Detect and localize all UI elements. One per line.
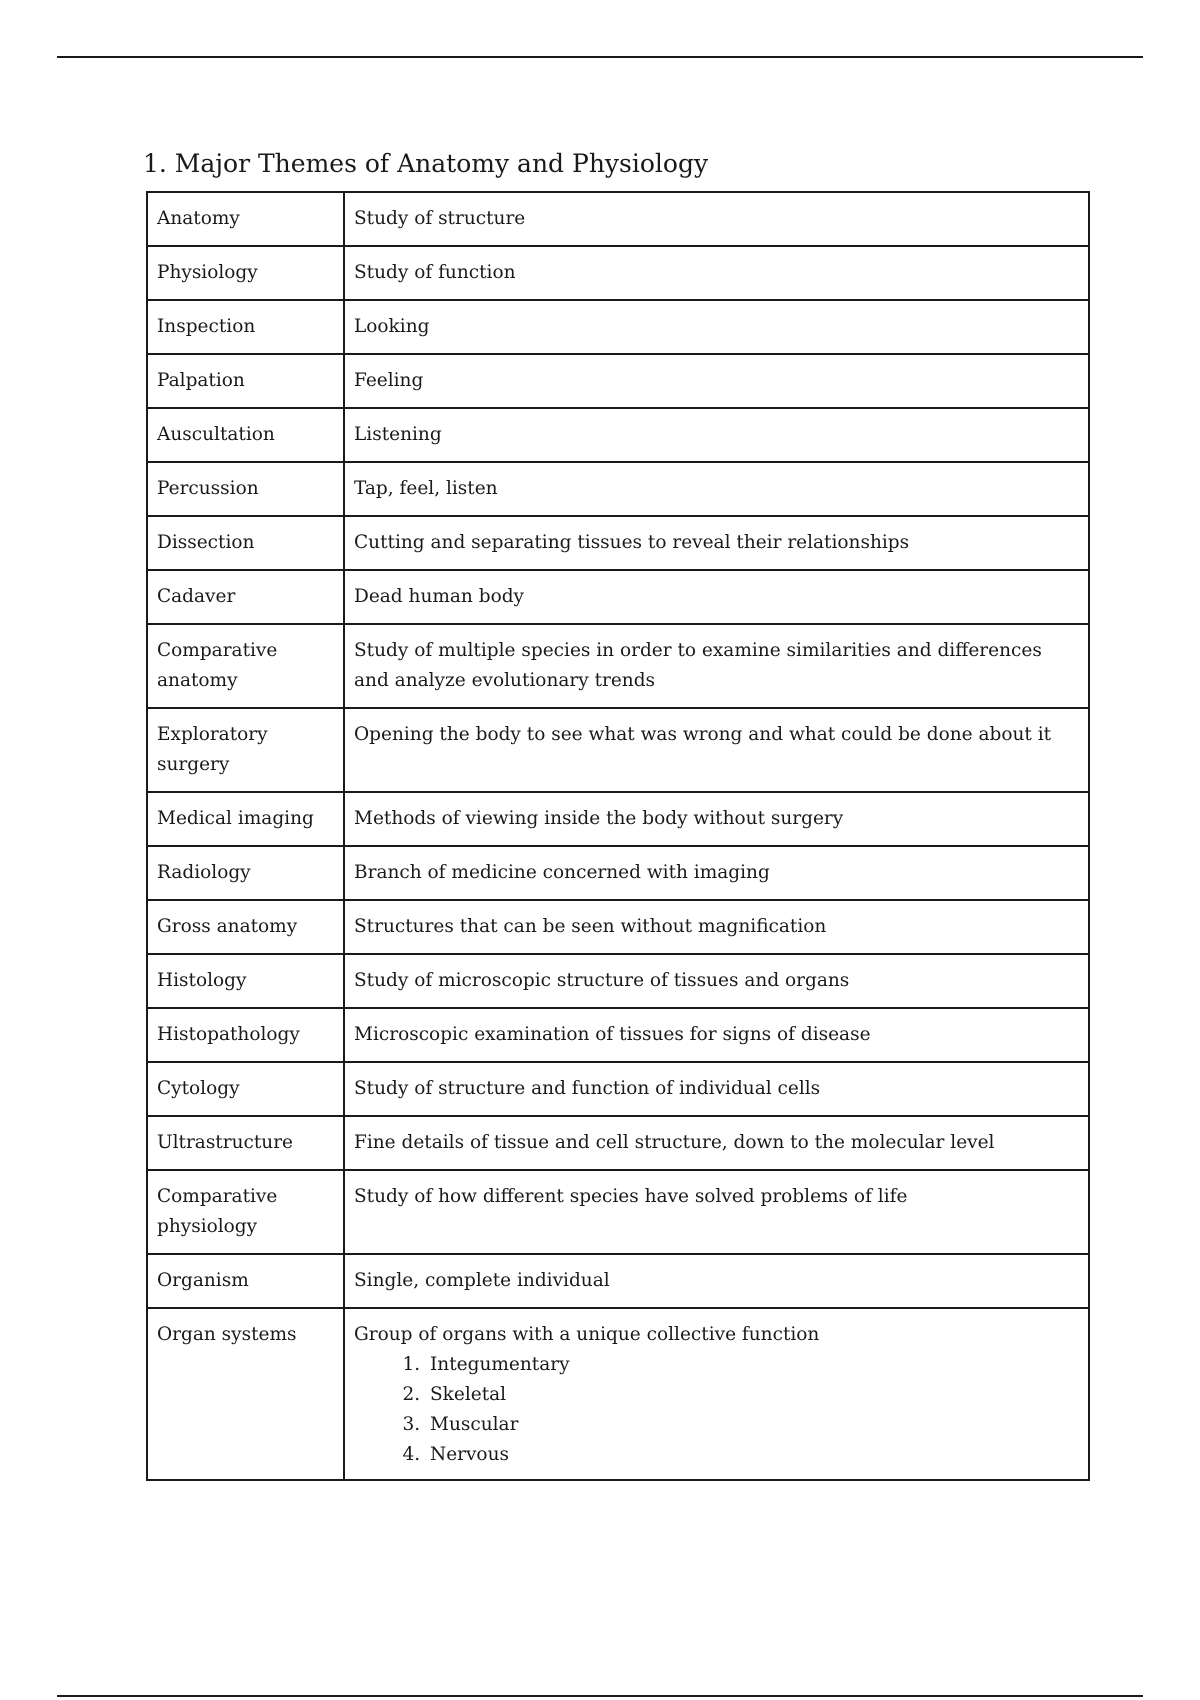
term-cell: Anatomy bbox=[147, 192, 344, 246]
term-cell: Palpation bbox=[147, 354, 344, 408]
page-title: 1. Major Themes of Anatomy and Physiology bbox=[143, 149, 709, 178]
table-row bbox=[147, 408, 1089, 462]
table-row bbox=[147, 1170, 1089, 1254]
definition-cell: Branch of medicine concerned with imaging bbox=[344, 846, 1089, 900]
table-row bbox=[147, 1116, 1089, 1170]
term-cell: Inspection bbox=[147, 300, 344, 354]
definition-cell: Feeling bbox=[344, 354, 1089, 408]
term-cell: Comparative anatomy bbox=[147, 624, 344, 708]
definition-cell: Single, complete individual bbox=[344, 1254, 1089, 1308]
term-cell: Medical imaging bbox=[147, 792, 344, 846]
definition-cell: Cutting and separating tissues to reveal their relationships bbox=[344, 516, 1089, 570]
definition-cell: Study of structure bbox=[344, 192, 1089, 246]
definition-cell: Looking bbox=[344, 300, 1089, 354]
table-row bbox=[147, 792, 1089, 846]
term-cell: Organ systems bbox=[147, 1308, 344, 1480]
table-row bbox=[147, 954, 1089, 1008]
term-cell: Histopathology bbox=[147, 1008, 344, 1062]
definition-cell: Study of structure and function of individual cells bbox=[344, 1062, 1089, 1116]
table-row bbox=[147, 1062, 1089, 1116]
term-cell: Exploratory surgery bbox=[147, 708, 344, 792]
definition-cell: Study of how different species have solved problems of life bbox=[344, 1170, 1089, 1254]
definition-cell: Study of microscopic structure of tissues and organs bbox=[344, 954, 1089, 1008]
footer-divider bbox=[57, 1695, 1143, 1697]
table-row bbox=[147, 708, 1089, 792]
table-row bbox=[147, 570, 1089, 624]
table-row bbox=[147, 1254, 1089, 1308]
term-cell: Histology bbox=[147, 954, 344, 1008]
term-cell: Comparative physiology bbox=[147, 1170, 344, 1254]
table-row bbox=[147, 900, 1089, 954]
list-item: 3. Muscular bbox=[426, 1410, 1080, 1440]
term-cell: Dissection bbox=[147, 516, 344, 570]
table-row bbox=[147, 246, 1089, 300]
term-cell: Organism bbox=[147, 1254, 344, 1308]
table-row bbox=[147, 354, 1089, 408]
list-item: 2. Skeletal bbox=[426, 1380, 1080, 1410]
term-cell: Radiology bbox=[147, 846, 344, 900]
definitions-table bbox=[146, 191, 1090, 1481]
definition-cell: Tap, feel, listen bbox=[344, 462, 1089, 516]
list-item: 4. Nervous bbox=[426, 1440, 1080, 1470]
term-cell: Percussion bbox=[147, 462, 344, 516]
table-row bbox=[147, 516, 1089, 570]
term-cell: Ultrastructure bbox=[147, 1116, 344, 1170]
table-row bbox=[147, 192, 1089, 246]
table-row bbox=[147, 624, 1089, 708]
definition-cell: Structures that can be seen without magnification bbox=[344, 900, 1089, 954]
table-row bbox=[147, 1008, 1089, 1062]
term-cell: Gross anatomy bbox=[147, 900, 344, 954]
list-item: 1. Integumentary bbox=[426, 1350, 1080, 1380]
term-cell: Cytology bbox=[147, 1062, 344, 1116]
definition-text: Group of organs with a unique collective function bbox=[354, 1324, 820, 1345]
definition-cell: Fine details of tissue and cell structure, down to the molecular level bbox=[344, 1116, 1089, 1170]
definition-cell: Microscopic examination of tissues for signs of disease bbox=[344, 1008, 1089, 1062]
table-row bbox=[147, 846, 1089, 900]
definition-cell: Opening the body to see what was wrong and what could be done about it bbox=[344, 708, 1089, 792]
organ-systems-list bbox=[354, 1350, 1080, 1470]
definition-cell: Methods of viewing inside the body without surgery bbox=[344, 792, 1089, 846]
term-cell: Cadaver bbox=[147, 570, 344, 624]
table-row bbox=[147, 300, 1089, 354]
definition-cell bbox=[344, 1308, 1089, 1480]
term-cell: Auscultation bbox=[147, 408, 344, 462]
definition-cell: Study of function bbox=[344, 246, 1089, 300]
header-divider bbox=[57, 56, 1143, 58]
term-cell: Physiology bbox=[147, 246, 344, 300]
table-row bbox=[147, 462, 1089, 516]
definition-cell: Study of multiple species in order to examine similarities and differences and analyze evolutionary trends bbox=[344, 624, 1089, 708]
table-row bbox=[147, 1308, 1089, 1480]
definition-cell: Dead human body bbox=[344, 570, 1089, 624]
definition-cell: Listening bbox=[344, 408, 1089, 462]
